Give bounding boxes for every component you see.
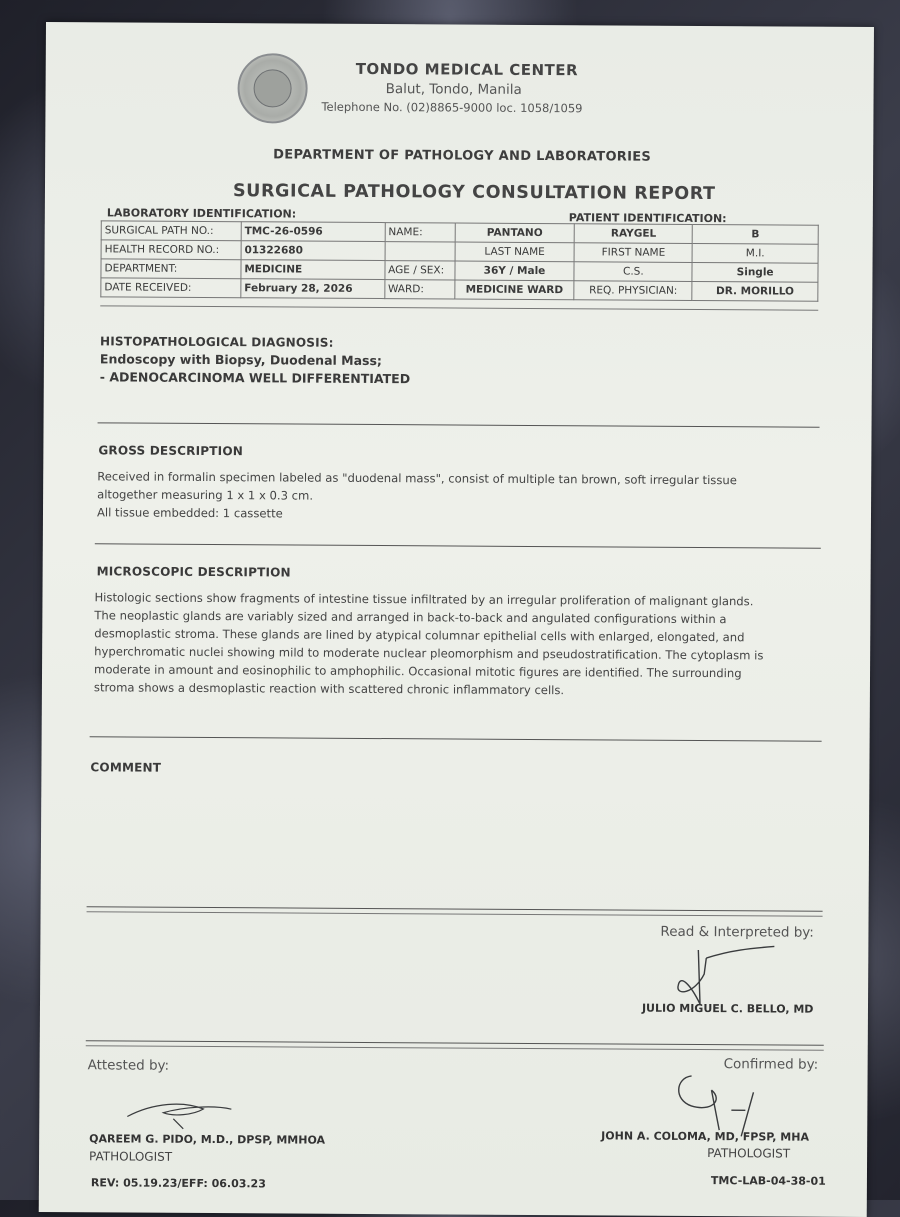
gross-line-3: All tissue embedded: 1 cassette [96, 505, 283, 521]
microscopic-line-5: moderate in amount and eosinophilic to amphophilic. Occasional mitotic figures are identified. The surrounding [94, 662, 742, 681]
hospital-telephone: Telephone No. (02)8865-9000 loc. 1058/1059 [321, 99, 583, 116]
microscopic-line-3: desmoplastic stroma. These glands are lined by atypical columnar epithelial cells with enlarged, elongated, and [94, 626, 745, 645]
confirmer-name: JOHN A. COLOMA, MD, FPSP, MHA [601, 1129, 810, 1144]
ward-value: MEDICINE WARD [454, 280, 574, 300]
section-divider [98, 422, 820, 427]
attester-signature-icon [123, 1094, 233, 1135]
hospital-name: TONDO MEDICAL CENTER [355, 59, 579, 80]
date-received-value: February 28, 2026 [241, 279, 385, 299]
revision-code: REV: 05.19.23/EFF: 06.03.23 [90, 1176, 266, 1191]
date-received-label: DATE RECEIVED: [101, 278, 241, 298]
diagnosis-procedure: Endoscopy with Biopsy, Duodenal Mass; [99, 351, 382, 369]
patient-identification-heading: PATIENT IDENTIFICATION: [568, 211, 727, 226]
health-record-label: HEALTH RECORD NO.: [101, 240, 241, 260]
section-divider [95, 543, 821, 548]
age-sex-label: AGE / SEX: [385, 261, 455, 280]
lab-identification-heading: LABORATORY IDENTIFICATION: [106, 206, 297, 221]
last-name-caption: LAST NAME [455, 242, 575, 262]
last-name-value: PANTANO [455, 223, 575, 243]
middle-initial-caption: M.I. [692, 243, 818, 263]
department-value: MEDICINE [241, 260, 385, 280]
signature-divider-top [86, 1040, 824, 1046]
middle-initial-value: B [692, 224, 818, 244]
reader-name: JULIO MIGUEL C. BELLO, MD [641, 1001, 814, 1016]
confirmed-label: Confirmed by: [723, 1056, 819, 1073]
diagnosis-result: - ADENOCARCINOMA WELL DIFFERENTIATED [99, 369, 411, 387]
ward-label: WARD: [384, 280, 454, 299]
attester-name: QAREEM G. PIDO, M.D., DPSP, MMHOA [89, 1132, 326, 1147]
empty-cell [385, 242, 455, 261]
gross-heading: GROSS DESCRIPTION [98, 443, 244, 459]
attested-label: Attested by: [87, 1057, 170, 1074]
gross-line-2: altogether measuring 1 x 1 x 0.3 cm. [97, 487, 314, 503]
report-title: SURGICAL PATHOLOGY CONSULTATION REPORT [232, 181, 716, 205]
section-divider [90, 736, 822, 741]
name-label: NAME: [385, 223, 455, 242]
gross-line-1: Received in formalin specimen labeled as "duodenal mass", consist of multiple tan brown, soft irregular tissue [97, 469, 737, 488]
age-sex-value: 36Y / Male [455, 261, 575, 281]
read-interpreted-label: Read & Interpreted by: [660, 923, 814, 941]
comment-divider-top [87, 906, 823, 911]
req-physician-value: DR. MORILLO [692, 281, 818, 301]
diagnosis-heading: HISTOPATHOLOGICAL DIAGNOSIS: [100, 334, 334, 350]
hospital-address: Balut, Tondo, Manila [385, 81, 522, 98]
report-paper [39, 22, 874, 1217]
identification-table [100, 220, 818, 301]
department-title: DEPARTMENT OF PATHOLOGY AND LABORATORIES [273, 147, 652, 165]
hospital-seal-icon [237, 53, 307, 123]
table-row [101, 278, 818, 301]
microscopic-line-6: stroma shows a desmoplastic reaction with scattered chronic inflammatory cells. [93, 680, 565, 698]
microscopic-line-2: The neoplastic glands are variably sized and arranged in back-to-back and angulated configurations within a [94, 608, 727, 627]
civil-status-label: C.S. [574, 262, 692, 282]
comment-heading: COMMENT [90, 760, 162, 775]
form-code: TMC-LAB-04-38-01 [710, 1174, 826, 1188]
attester-role: PATHOLOGIST [89, 1149, 173, 1164]
table-underline [100, 305, 818, 310]
req-physician-label: REQ. PHYSICIAN: [574, 281, 692, 301]
department-label: DEPARTMENT: [101, 259, 241, 279]
civil-status-value: Single [692, 262, 818, 282]
surgical-path-label: SURGICAL PATH NO.: [101, 221, 241, 241]
microscopic-heading: MICROSCOPIC DESCRIPTION [96, 564, 291, 580]
first-name-caption: FIRST NAME [574, 243, 692, 263]
microscopic-line-1: Histologic sections show fragments of intestine tissue infiltrated by an irregular proliferation of malignant glands. [94, 590, 754, 609]
signature-divider-bottom [86, 1045, 824, 1051]
comment-divider-bottom [87, 911, 823, 916]
first-name-value: RAYGEL [575, 224, 693, 244]
health-record-value: 01322680 [241, 241, 385, 261]
microscopic-line-4: hyperchromatic nuclei showing mild to moderate nuclear pleomorphism and pseudostratification. The cytoplasm is [94, 644, 764, 663]
confirmer-role: PATHOLOGIST [707, 1146, 791, 1161]
surgical-path-value: TMC-26-0596 [241, 222, 385, 242]
